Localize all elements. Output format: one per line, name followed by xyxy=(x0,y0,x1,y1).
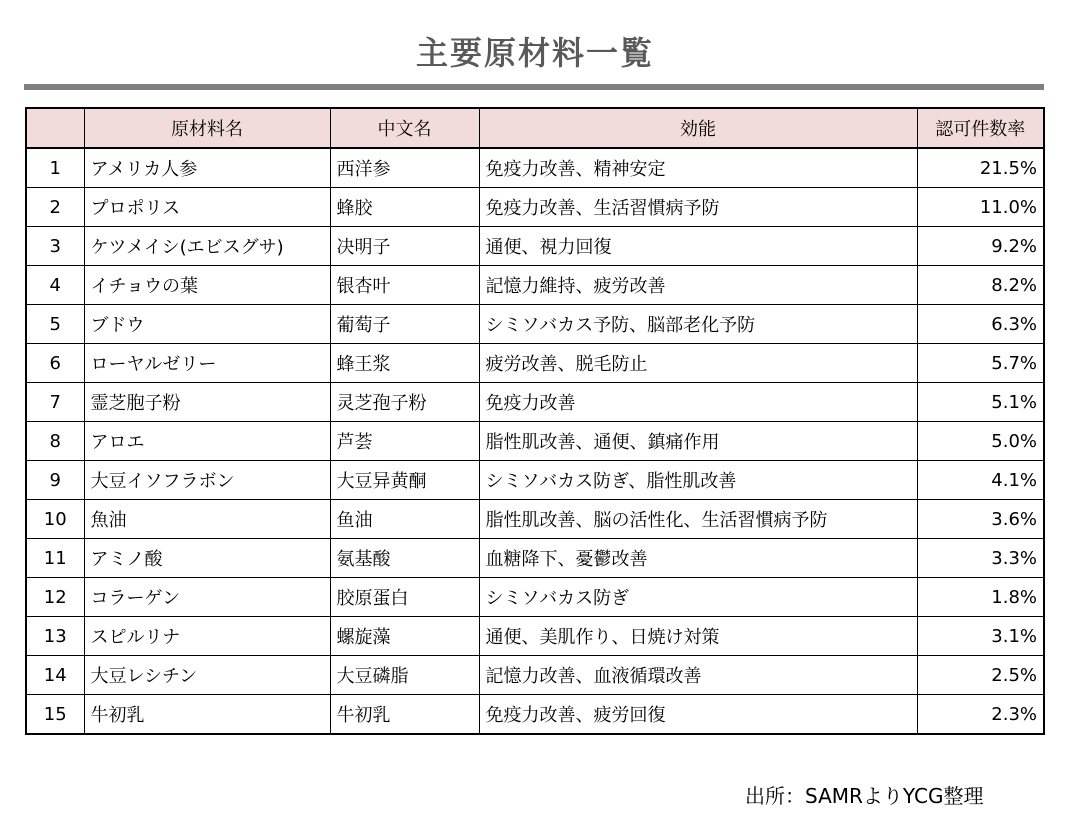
cell-no: 14 xyxy=(26,656,84,695)
cell-approval-rate: 1.8% xyxy=(917,578,1044,617)
cell-approval-rate: 3.3% xyxy=(917,539,1044,578)
cell-effect: 脂性肌改善、脳の活性化、生活習慣病予防 xyxy=(479,500,917,539)
cell-ingredient-name: アロエ xyxy=(84,422,330,461)
table-row xyxy=(26,148,1044,188)
cell-ingredient-name: プロポリス xyxy=(84,188,330,227)
cell-ingredient-name: ブドウ xyxy=(84,305,330,344)
cell-effect: 疲労改善、脱毛防止 xyxy=(479,344,917,383)
cell-ingredient-name: スピルリナ xyxy=(84,617,330,656)
table-row xyxy=(26,383,1044,422)
cell-ingredient-name: コラーゲン xyxy=(84,578,330,617)
cell-ingredient-name: 霊芝胞子粉 xyxy=(84,383,330,422)
cell-chinese-name: 蜂胶 xyxy=(330,188,479,227)
cell-no: 10 xyxy=(26,500,84,539)
cell-chinese-name: 银杏叶 xyxy=(330,266,479,305)
cell-effect: 通便、視力回復 xyxy=(479,227,917,266)
table-body xyxy=(26,148,1044,734)
cell-approval-rate: 5.1% xyxy=(917,383,1044,422)
cell-no: 15 xyxy=(26,695,84,735)
cell-effect: 通便、美肌作り、日焼け対策 xyxy=(479,617,917,656)
cell-approval-rate: 11.0% xyxy=(917,188,1044,227)
cell-ingredient-name: 大豆イソフラボン xyxy=(84,461,330,500)
cell-ingredient-name: 大豆レシチン xyxy=(84,656,330,695)
cell-ingredient-name: イチョウの葉 xyxy=(84,266,330,305)
cell-approval-rate: 5.0% xyxy=(917,422,1044,461)
cell-no: 11 xyxy=(26,539,84,578)
cell-effect: シミソバカス予防、脳部老化予防 xyxy=(479,305,917,344)
title-underline xyxy=(24,84,1044,90)
cell-effect: 脂性肌改善、通便、鎮痛作用 xyxy=(479,422,917,461)
cell-no: 12 xyxy=(26,578,84,617)
table-row xyxy=(26,188,1044,227)
table-row xyxy=(26,344,1044,383)
cell-chinese-name: 蜂王浆 xyxy=(330,344,479,383)
cell-effect: シミソバカス防ぎ xyxy=(479,578,917,617)
cell-approval-rate: 2.3% xyxy=(917,695,1044,735)
cell-ingredient-name: ローヤルゼリー xyxy=(84,344,330,383)
table-row xyxy=(26,266,1044,305)
cell-no: 6 xyxy=(26,344,84,383)
table-row xyxy=(26,539,1044,578)
cell-no: 3 xyxy=(26,227,84,266)
cell-effect: 免疫力改善、精神安定 xyxy=(479,148,917,188)
cell-chinese-name: 西洋参 xyxy=(330,148,479,188)
table-row xyxy=(26,305,1044,344)
cell-chinese-name: 灵芝孢子粉 xyxy=(330,383,479,422)
table-row xyxy=(26,227,1044,266)
cell-ingredient-name: ケツメイシ(エビスグサ) xyxy=(84,227,330,266)
table-row xyxy=(26,500,1044,539)
cell-approval-rate: 8.2% xyxy=(917,266,1044,305)
table-row xyxy=(26,578,1044,617)
cell-effect: 免疫力改善、生活習慣病予防 xyxy=(479,188,917,227)
header-approval-rate: 認可件数率 xyxy=(917,108,1044,148)
cell-no: 7 xyxy=(26,383,84,422)
cell-no: 9 xyxy=(26,461,84,500)
header-no xyxy=(26,108,84,148)
cell-effect: シミソバカス防ぎ、脂性肌改善 xyxy=(479,461,917,500)
table-row xyxy=(26,617,1044,656)
table-row xyxy=(26,695,1044,735)
cell-approval-rate: 5.7% xyxy=(917,344,1044,383)
cell-approval-rate: 21.5% xyxy=(917,148,1044,188)
table-row xyxy=(26,656,1044,695)
cell-ingredient-name: 魚油 xyxy=(84,500,330,539)
cell-chinese-name: 葡萄子 xyxy=(330,305,479,344)
cell-no: 8 xyxy=(26,422,84,461)
cell-no: 4 xyxy=(26,266,84,305)
cell-no: 5 xyxy=(26,305,84,344)
cell-chinese-name: 螺旋藻 xyxy=(330,617,479,656)
cell-chinese-name: 鱼油 xyxy=(330,500,479,539)
cell-approval-rate: 4.1% xyxy=(917,461,1044,500)
cell-no: 1 xyxy=(26,148,84,188)
table-row xyxy=(26,461,1044,500)
cell-approval-rate: 3.6% xyxy=(917,500,1044,539)
cell-no: 13 xyxy=(26,617,84,656)
cell-chinese-name: 大豆异黄酮 xyxy=(330,461,479,500)
cell-approval-rate: 3.1% xyxy=(917,617,1044,656)
cell-no: 2 xyxy=(26,188,84,227)
cell-approval-rate: 9.2% xyxy=(917,227,1044,266)
cell-chinese-name: 氨基酸 xyxy=(330,539,479,578)
cell-approval-rate: 6.3% xyxy=(917,305,1044,344)
header-effect: 効能 xyxy=(479,108,917,148)
source-note: 出所：SAMRよりYCG整理 xyxy=(745,784,984,808)
cell-ingredient-name: アミノ酸 xyxy=(84,539,330,578)
cell-chinese-name: 大豆磷脂 xyxy=(330,656,479,695)
cell-ingredient-name: 牛初乳 xyxy=(84,695,330,735)
cell-ingredient-name: アメリカ人参 xyxy=(84,148,330,188)
table-row xyxy=(26,422,1044,461)
header-ingredient-name: 原材料名 xyxy=(84,108,330,148)
cell-effect: 免疫力改善 xyxy=(479,383,917,422)
header-chinese-name: 中文名 xyxy=(330,108,479,148)
cell-effect: 記憶力改善、血液循環改善 xyxy=(479,656,917,695)
cell-effect: 記憶力維持、疲労改善 xyxy=(479,266,917,305)
table-header-row xyxy=(26,108,1044,148)
cell-chinese-name: 胶原蛋白 xyxy=(330,578,479,617)
cell-effect: 免疫力改善、疲労回復 xyxy=(479,695,917,735)
page-title: 主要原材料一覧 xyxy=(415,34,654,72)
cell-effect: 血糖降下、憂鬱改善 xyxy=(479,539,917,578)
cell-chinese-name: 芦荟 xyxy=(330,422,479,461)
cell-chinese-name: 决明子 xyxy=(330,227,479,266)
cell-approval-rate: 2.5% xyxy=(917,656,1044,695)
cell-chinese-name: 牛初乳 xyxy=(330,695,479,735)
ingredients-table xyxy=(25,107,1045,735)
